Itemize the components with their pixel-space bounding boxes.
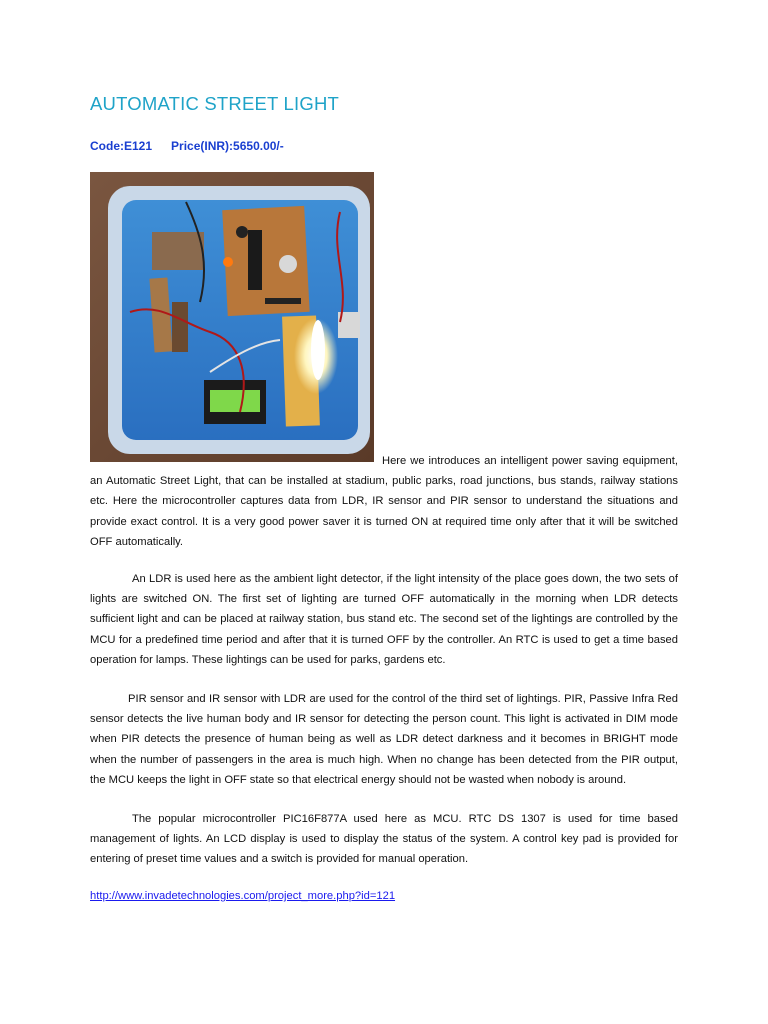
paragraph-pir: PIR sensor and IR sensor with LDR are used for the control of the third set of lightings. PIR, Passive Infra Red sensor detects the live human body and IR sensor for detecting the person count. This light is activated in DIM mode when PIR detects the presence of human being as well as LDR detect darkness and it becomes in BRIGHT mode when the number of passengers in the area is much high. When no change has been detected from the PIR output, the MCU keeps the light in OFF state so that electrical energy should not be wasted when nobody is around. (90, 693, 678, 786)
paragraph-mcu: The popular microcontroller PIC16F877A used here as MCU. RTC DS 1307 is used for time based management of lights. An LCD display is used to display the status of the system. A control key pad is provided for entering of preset time values and a switch is provided for manual operation. (90, 813, 678, 866)
project-link[interactable]: http://www.invadetechnologies.com/project_more.php?id=121 (90, 890, 396, 902)
product-photo (90, 172, 374, 462)
product-meta (90, 139, 284, 153)
paragraph-intro: Here we introduces an intelligent power saving equipment, an Automatic Street Light, that can be installed at stadium, public parks, road junctions, bus stands, railway stations etc. Here the microcontroller captures data from LDR, IR sensor and PIR sensor to understand the situations and provide exact control. It is a very good power saver it is turned ON at required time only after that it will be switched OFF automatically. (90, 455, 678, 548)
product-price: Price(INR):5650.00/- (171, 139, 284, 153)
page-title: AUTOMATIC STREET LIGHT (90, 93, 340, 114)
paragraph-ldr: An LDR is used here as the ambient light detector, if the light intensity of the place goes down, the two sets of lights are switched ON. The first set of lighting are turned OFF automatically in the morning when LDR detects sufficient light and can be placed at railway station, bus stand etc. The second set of the lightings are controlled by the MCU for a predefined time period and after that it is turned OFF by the controller. An RTC is used to get a time based operation for lamps. These lightings can be used for parks, gardens etc. (90, 573, 678, 666)
product-code: Code:E121 (90, 139, 153, 153)
